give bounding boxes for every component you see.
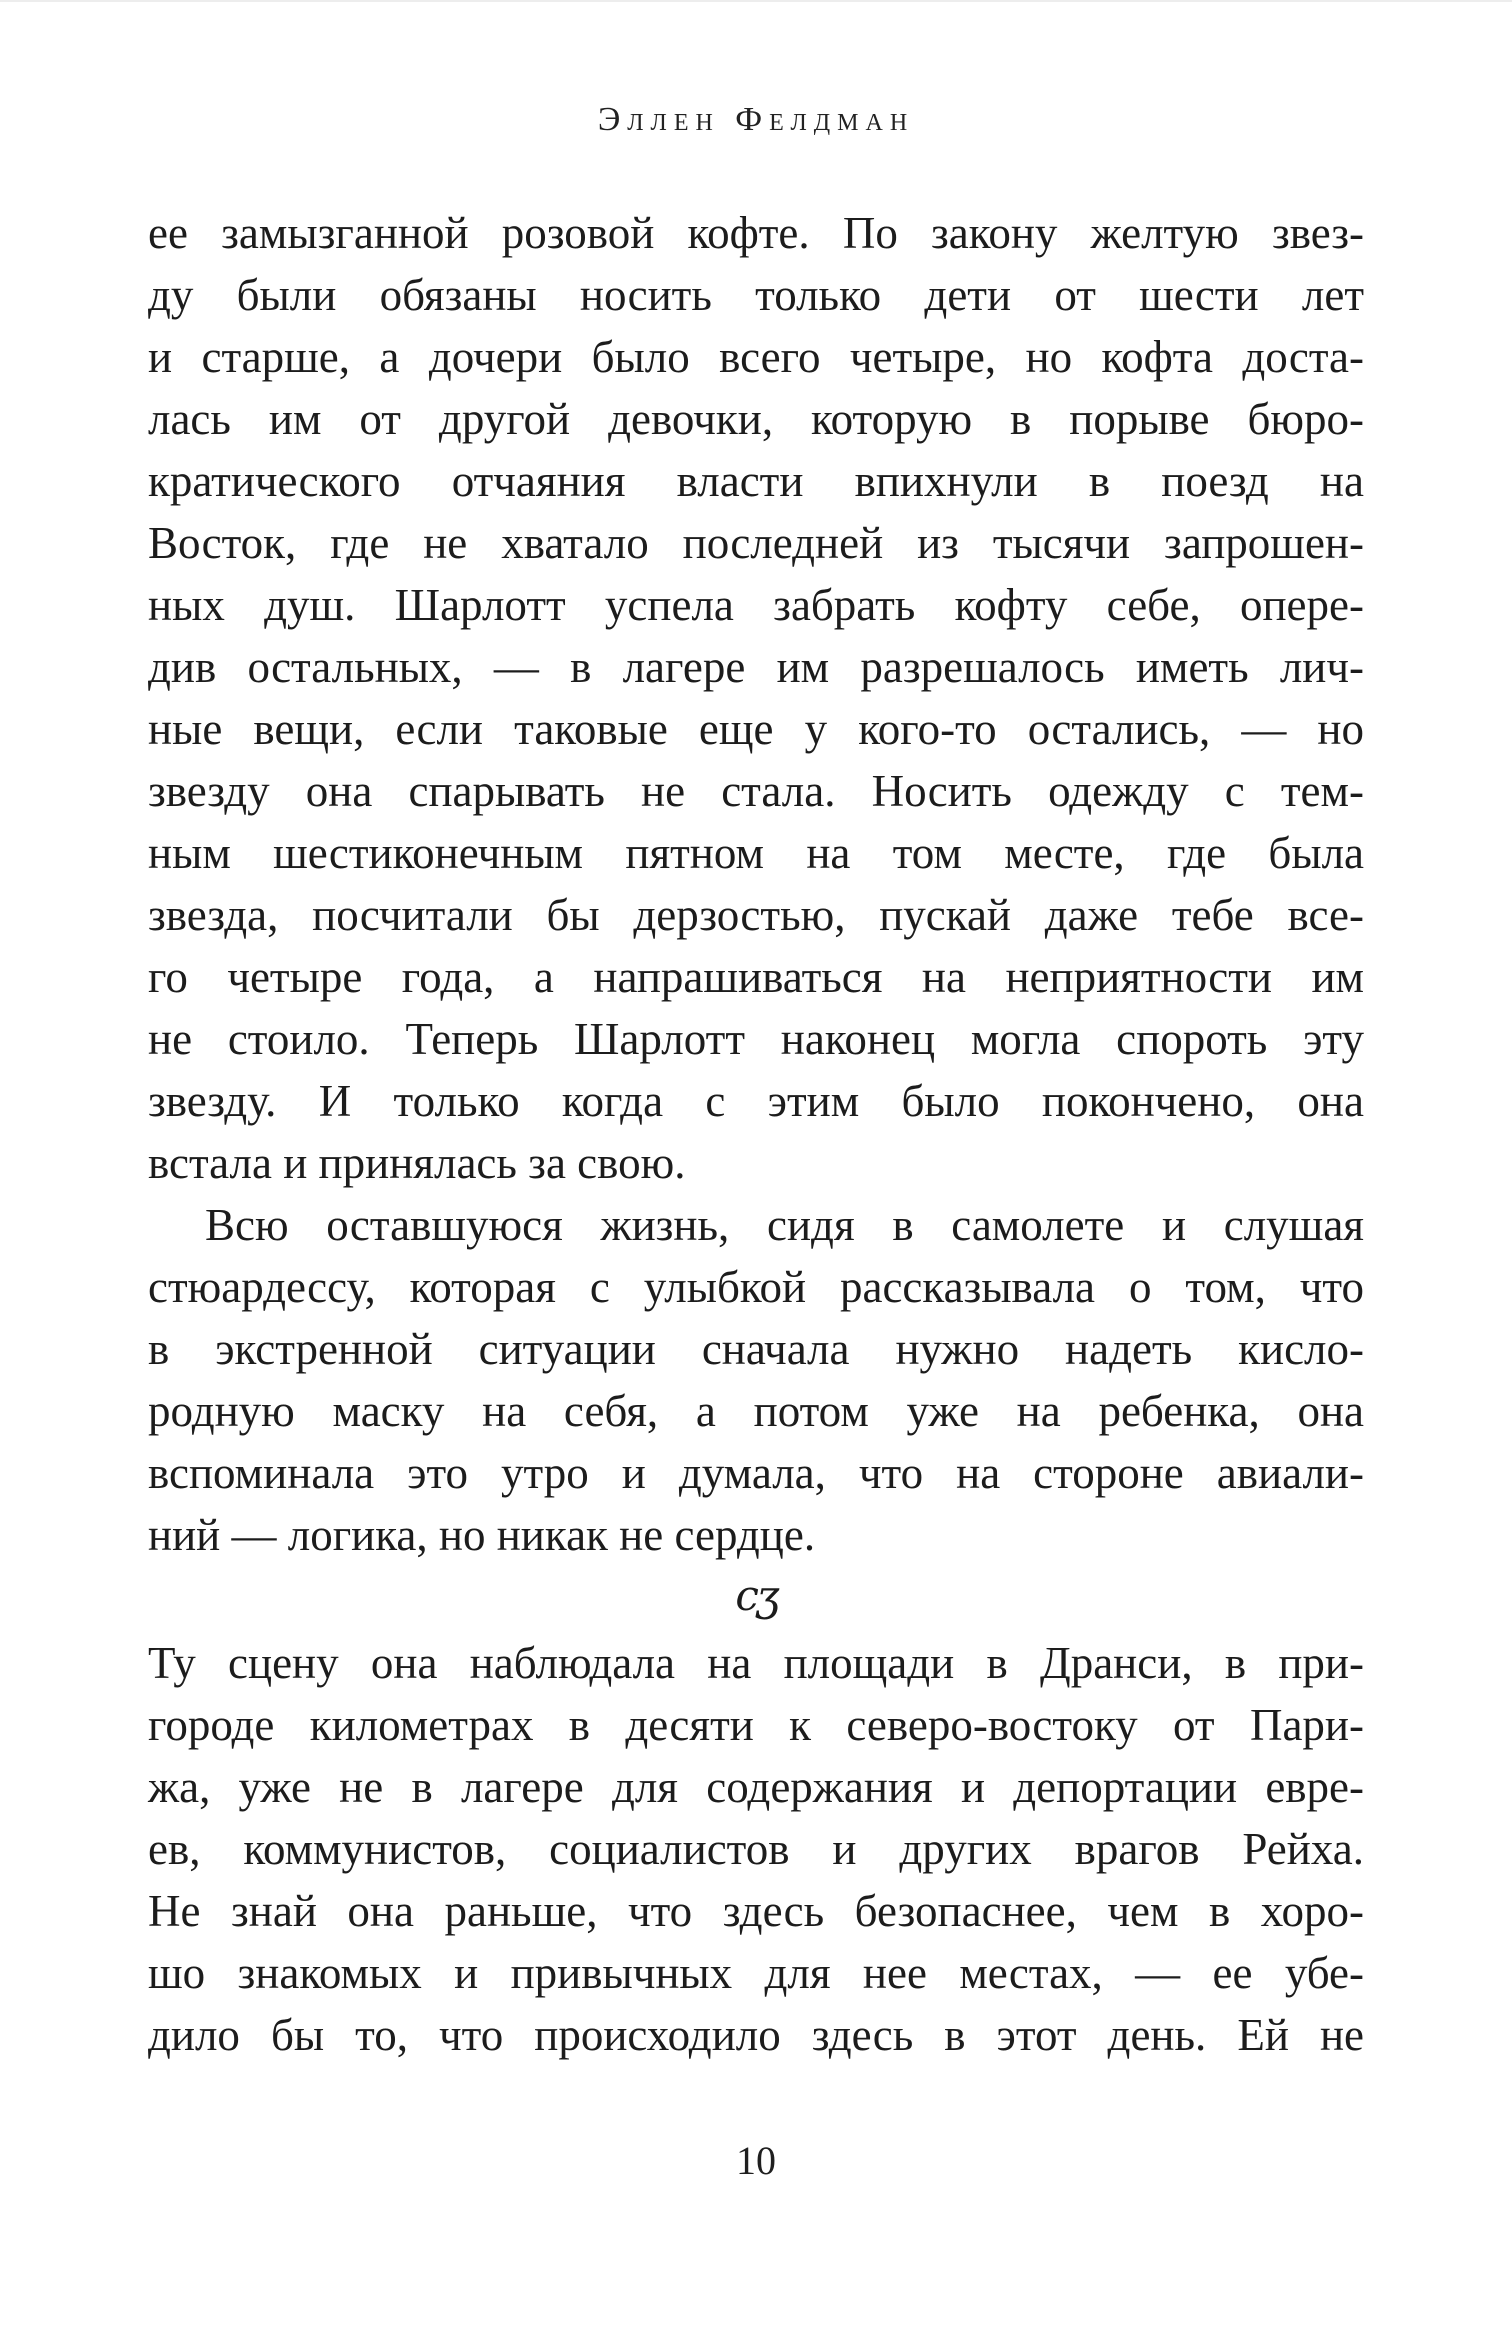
text-line: в экстренной ситуации сначала нужно надеть кисло- <box>148 1324 1364 1374</box>
text-line: дило бы то, что происходило здесь в этот день. Ей не <box>148 2010 1364 2060</box>
text-line: жа, уже не в лагере для содержания и депортации евре- <box>148 1762 1364 1812</box>
text-line: го четыре года, а напрашиваться на неприятности им <box>148 952 1364 1002</box>
text-line: шо знакомых и привычных для нее местах, — ее убе- <box>148 1948 1364 1998</box>
text-line: звезду. И только когда с этим было покончено, она <box>148 1076 1364 1126</box>
text-line: ные вещи, если таковые еще у кого-то остались, — но <box>148 704 1364 754</box>
text-line: ее замызганной розовой кофте. По закону желтую звез- <box>148 208 1364 258</box>
text-line: ду были обязаны носить только дети от шести лет <box>148 270 1364 320</box>
text-line: ным шестиконечным пятном на том месте, где была <box>148 828 1364 878</box>
text-line: и старше, а дочери было всего четыре, но кофта доста- <box>148 332 1364 382</box>
text-line: родную маску на себя, а потом уже на ребенка, она <box>148 1386 1364 1436</box>
text-line: ев, коммунистов, социалистов и других врагов Рейха. <box>148 1824 1364 1874</box>
text-line: ний — логика, но никак не сердце. <box>148 1510 816 1560</box>
text-line: стюардессу, которая с улыбкой рассказывала о том, что <box>148 1262 1364 1312</box>
section-break-ornament <box>148 1566 1364 1632</box>
text-line: Всю оставшуюся жизнь, сидя в самолете и слушая <box>205 1200 1364 1250</box>
fleuron-icon: cʒ <box>735 1571 777 1620</box>
running-header-author: Эллен Фелдман <box>597 101 915 138</box>
text-line: ных душ. Шарлотт успела забрать кофту себе, опере- <box>148 580 1364 630</box>
text-line: Ту сцену она наблюдала на площади в Дранси, в при- <box>148 1638 1364 1688</box>
paragraph <box>148 1194 1364 1566</box>
text-line: лась им от другой девочки, которую в порыве бюро- <box>148 394 1364 444</box>
text-line: див остальных, — в лагере им разрешалось иметь лич- <box>148 642 1364 692</box>
text-line: встала и принялась за свою. <box>148 1138 686 1188</box>
text-line: городе километрах в десяти к северо-востоку от Пари- <box>148 1700 1364 1750</box>
text-line: вспоминала это утро и думала, что на стороне авиали- <box>148 1448 1364 1498</box>
text-line: звезду она спарывать не стала. Носить одежду с тем- <box>148 766 1364 816</box>
text-line: Восток, где не хватало последней из тысячи запрошен- <box>148 518 1364 568</box>
paragraph <box>148 202 1364 1194</box>
text-line: звезда, посчитали бы дерзостью, пускай даже тебе все- <box>148 890 1364 940</box>
page-number: 10 <box>736 2138 776 2183</box>
text-line: Не знай она раньше, что здесь безопаснее, чем в хоро- <box>148 1886 1364 1936</box>
text-line: кратического отчаяния власти впихнули в поезд на <box>148 456 1364 506</box>
paragraph <box>148 1632 1364 2066</box>
body-text <box>148 202 1364 2066</box>
text-line: не стоило. Теперь Шарлотт наконец могла спороть эту <box>148 1014 1364 1064</box>
